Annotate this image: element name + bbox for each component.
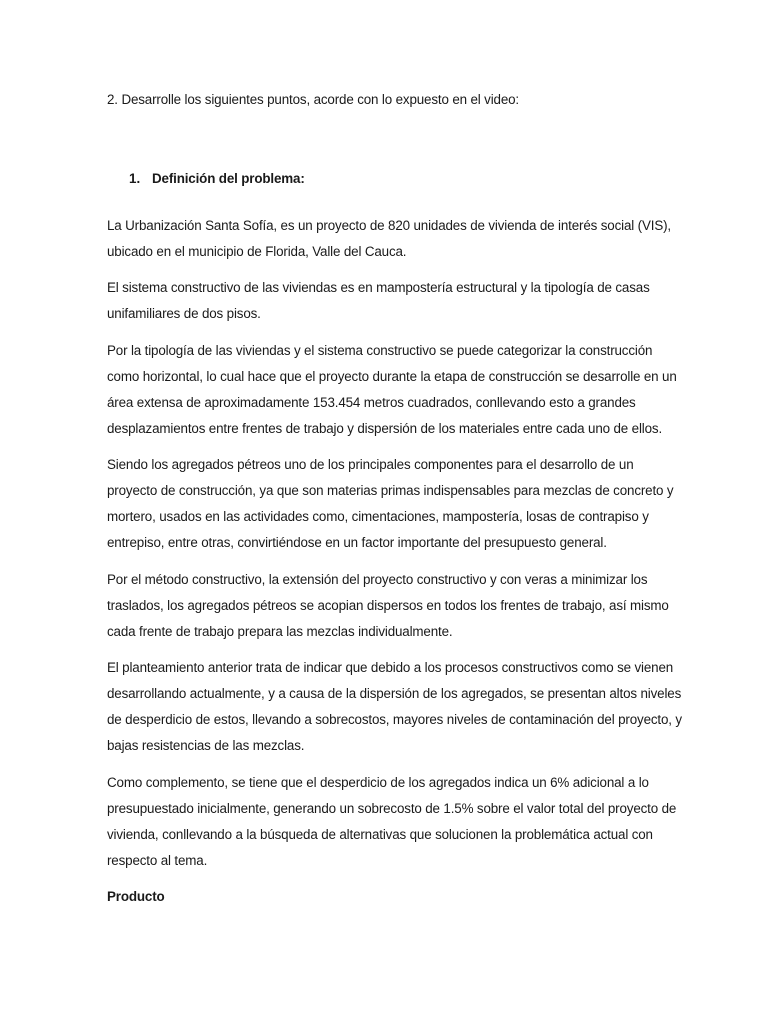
- paragraph-line: Por el método constructivo, la extensión del proyecto constructivo y con veras a minimizar los: [107, 572, 648, 587]
- paragraph-line: La Urbanización Santa Sofía, es un proyecto de 820 unidades de vivienda de interés social (VIS),: [107, 218, 671, 233]
- paragraph-line: ubicado en el municipio de Florida, Valle del Cauca.: [107, 244, 407, 259]
- paragraph-line: Por la tipología de las viviendas y el sistema constructivo se puede categorizar la construcción: [107, 343, 653, 358]
- paragraph-line: bajas resistencias de las mezclas.: [107, 738, 305, 753]
- paragraph-line: desplazamientos entre frentes de trabajo y dispersión de los materiales entre cada uno de ellos.: [107, 421, 663, 436]
- paragraph-line: área extensa de aproximadamente 153.454 metros cuadrados, conllevando esto a grandes: [107, 395, 636, 410]
- paragraph-line: Siendo los agregados pétreos uno de los principales componentes para el desarrollo de un: [107, 457, 634, 472]
- section-number: 1.: [129, 171, 141, 186]
- paragraph-line: Como complemento, se tiene que el desperdicio de los agregados indica un 6% adicional a lo: [107, 775, 649, 790]
- paragraph-line: de desperdicio de estos, llevando a sobrecostos, mayores niveles de contaminación del proyecto, y: [107, 712, 682, 727]
- paragraph-line: desarrollando actualmente, y a causa de la dispersión de los agregados, se presentan altos niveles: [107, 686, 682, 701]
- paragraph-line: unifamiliares de dos pisos.: [107, 306, 261, 321]
- product-heading: Producto: [107, 889, 165, 904]
- paragraph-line: El planteamiento anterior trata de indicar que debido a los procesos constructivos como se vienen: [107, 660, 674, 675]
- paragraph-line: traslados, los agregados pétreos se acopian dispersos en todos los frentes de trabajo, así mismo: [107, 598, 669, 613]
- paragraph-line: cada frente de trabajo prepara las mezclas individualmente.: [107, 624, 453, 639]
- paragraph-line: presupuestado inicialmente, generando un sobrecosto de 1.5% sobre el valor total del proyecto de: [107, 801, 677, 816]
- paragraph-line: entrepiso, entre otras, convirtiéndose en un factor importante del presupuesto general.: [107, 535, 607, 550]
- intro-text: 2. Desarrolle los siguientes puntos, acorde con lo expuesto en el video:: [107, 92, 520, 107]
- paragraph-line: proyecto de construcción, ya que son materias primas indispensables para mezclas de concreto y: [107, 483, 674, 498]
- paragraph-line: como horizontal, lo cual hace que el proyecto durante la etapa de construcción se desarrolle en un: [107, 369, 677, 384]
- paragraph-line: vivienda, conllevando a la búsqueda de alternativas que solucionen la problemática actual con: [107, 827, 653, 842]
- paragraph-line: respecto al tema.: [107, 853, 208, 868]
- paragraph-line: El sistema constructivo de las viviendas es en mampostería estructural y la tipología de casas: [107, 280, 650, 295]
- paragraph-line: mortero, usados en las actividades como, cimentaciones, mampostería, losas de contrapiso y: [107, 509, 649, 524]
- section-title: Definición del problema:: [152, 171, 305, 186]
